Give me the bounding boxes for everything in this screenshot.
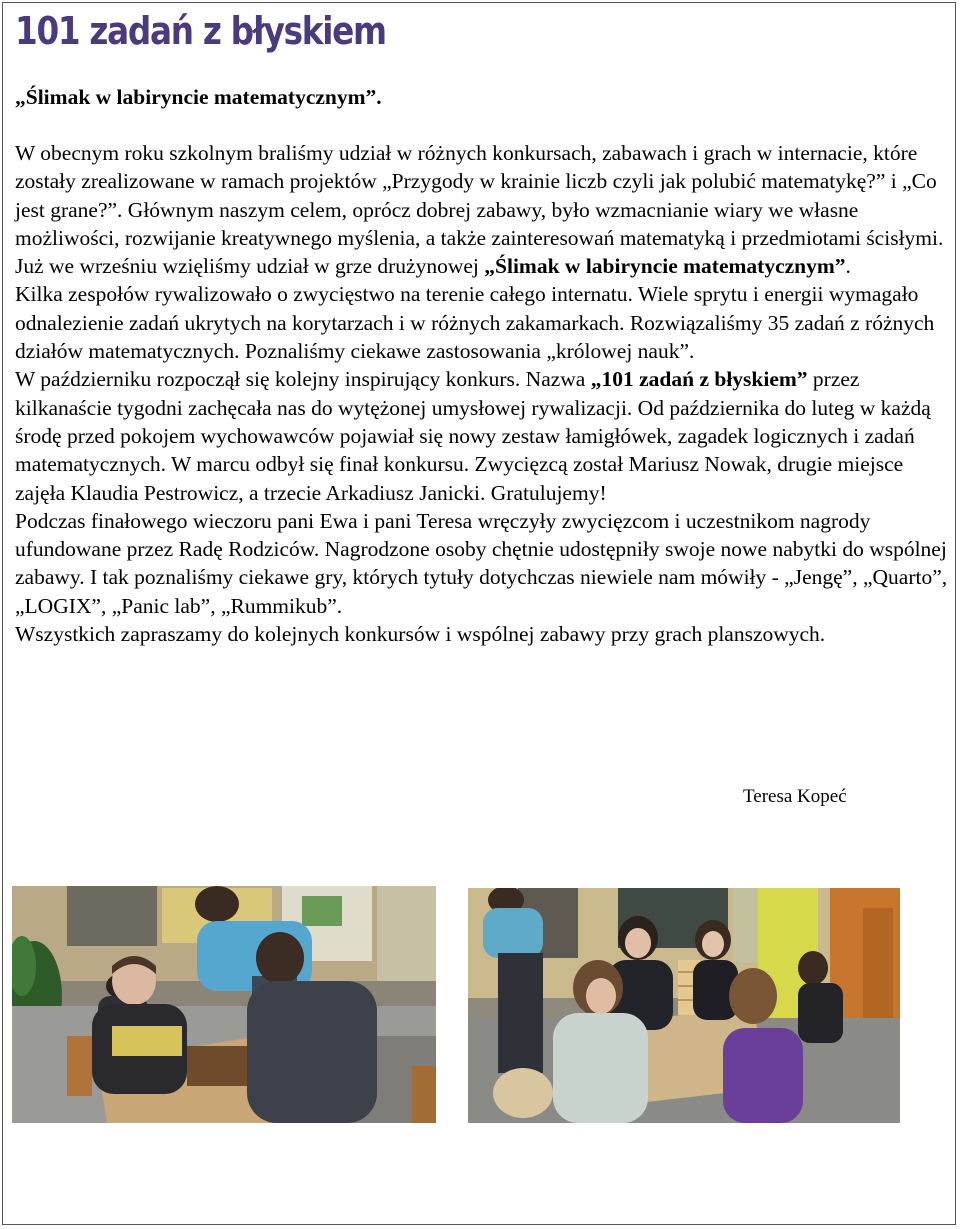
- paragraph-final: Podczas finałowego wieczoru pani Ewa i pani Teresa wręczyły zwycięzcom i uczestnikom nagrody ufundowane przez Radę Rodziców. Nagrodzone osoby chętnie udostępniły swoje nowe nabytki do wspólnej zabawy. I tak poznaliśmy ciekawe gry, których tytuły dotychczas niewiele nam mówiły - „Jengę”, „Quarto”, „LOGIX”, „Panic lab”, „Rummikub”.: [15, 508, 948, 618]
- author-signature: Teresa Kopeć: [743, 786, 847, 807]
- photo-left-image: [12, 886, 436, 1123]
- photo-students-jenga: [468, 888, 900, 1123]
- article-subtitle: „Ślimak w labiryncie matematycznym”.: [15, 85, 382, 109]
- page-title: 101 zadań z błyskiem: [15, 9, 386, 53]
- contest-name-101: „101 zadań z błyskiem”: [590, 367, 808, 392]
- paragraph-101-text: W październiku rozpoczął się kolejny inspirujący konkurs. Nazwa: [15, 367, 591, 392]
- game-name-slimak: „Ślimak w labiryncie matematycznym”: [484, 254, 846, 279]
- paragraph-101-zadan: [15, 365, 950, 506]
- paragraph-invitation: Wszystkich zapraszamy do kolejnych konkursów i wspólnej zabawy przy grach planszowych.: [15, 622, 826, 647]
- paragraph-slimak: [15, 252, 950, 280]
- paragraph-competition: Kilka zespołów rywalizowało o zwycięstwo na terenie całego internatu. Wiele sprytu i energii wymagało odnalezienie zadań ukrytych na korytarzach i w różnych zakamarkach. Rozwiązaliśmy 35 zadań z różnych działów matematycznych. Poznaliśmy ciekawe zastosowania „królowej nauk”.: [15, 282, 935, 364]
- photo-students-board-game: [12, 886, 436, 1123]
- paragraph-intro: W obecnym roku szkolnym braliśmy udział w różnych konkursach, zabawach i grach w internacie, które zostały zrealizowane w ramach projektów „Przygody w krainie liczb czyli jak polubić matematykę?” i „Co jest grane?”. Głównym naszym celem, oprócz dobrej zabawy, było wzmacnianie wiary we własne możliwości, rozwijanie kreatywnego myślenia, a także zainteresowań matematyką i przedmiotami ścisłymi.: [15, 141, 944, 250]
- paragraph-slimak-text: Już we wrześniu wzięliśmy udział w grze drużynowej: [15, 254, 485, 279]
- paragraph-101-rest: przez kilkanaście tygodni zachęcała nas do wytężonej umysłowej rywalizacji. Od października do luteg w każdą środę przed pokojem wychowawców pojawiał się nowy zestaw łamigłówek, zagadek logicznych i zadań matematycznych. W marcu odbył się finał konkursu. Zwycięzcą został Mariusz Nowak, drugie miejsce zajęła Klaudia Pestrowicz, a trzecie Arkadiusz Janicki. Gratulujemy!: [15, 367, 931, 505]
- paragraph-slimak-end: .: [845, 254, 851, 279]
- photo-right-image: [468, 888, 900, 1123]
- article-body: [15, 139, 950, 648]
